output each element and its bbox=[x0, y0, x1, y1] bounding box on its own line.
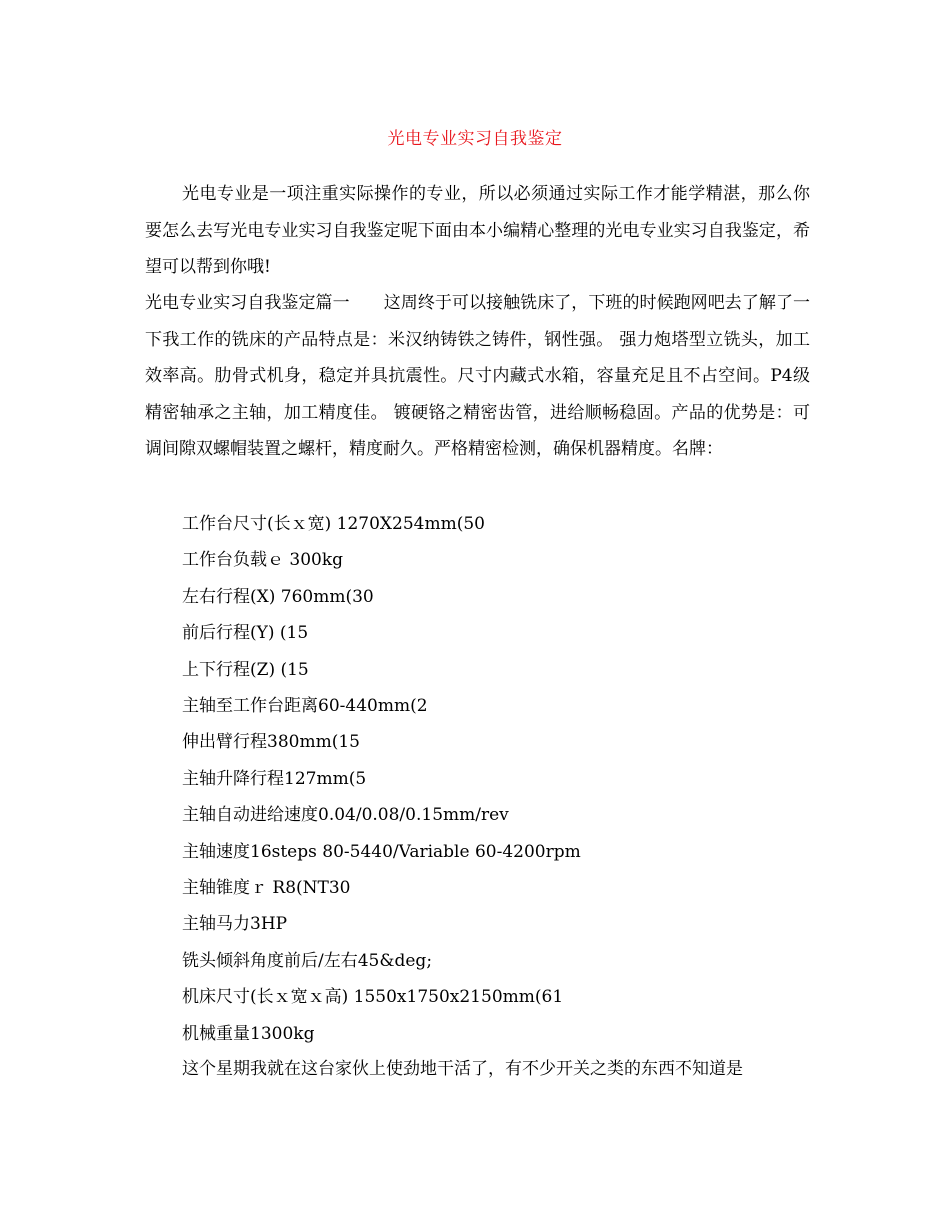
spec-item: 伸出臂行程380mm(15 bbox=[182, 732, 360, 753]
intro-paragraph: 光电专业是一项注重实际操作的专业，所以必须通过实际工作才能学精湛，那么你要怎么去写光电专业实习自我鉴定呢下面由本小编精心整理的光电专业实习自我鉴定，希望可以帮到你哦! bbox=[145, 184, 810, 277]
spec-item: 上下行程(Z) (15 bbox=[182, 659, 309, 680]
spec-item: 主轴马力3HP bbox=[182, 914, 288, 935]
section-text: 这周终于可以接触铣床了，下班的时候跑网吧去了解了一下我工作的铣床的产品特点是：米汉纳铸铁之铸件，钢性强。 强力炮塔型立铣头，加工效率高。肋骨式机身，稳定并具抗震性。尺寸内藏式水箱，容量充足且不占空间。P4级精密轴承之主轴，加工精度佳。 镀硬铬之精密齿管，进给顺畅稳固。产品的优势是：可调间隙双螺帽装置之螺杆，精度耐久。严格精密检测，确保机器精度。名牌： bbox=[145, 293, 811, 459]
spec-item: 主轴升降行程127mm(5 bbox=[182, 768, 367, 789]
closing-line: 这个星期我就在这台家伙上使劲地干活了，有不少开关之类的东西不知道是 bbox=[182, 1059, 743, 1079]
spec-item: 主轴至工作台距离60-440mm(2 bbox=[182, 696, 428, 717]
section-heading: 光电专业实习自我鉴定篇一 bbox=[145, 293, 350, 313]
spec-item: 主轴锥度ｒ R8(NT30 bbox=[182, 878, 351, 899]
document-title: 光电专业实习自我鉴定 bbox=[387, 129, 563, 149]
spec-list bbox=[182, 506, 581, 1052]
spec-item: 工作台负载ｅ 300kg bbox=[182, 550, 344, 571]
spec-item: 工作台尺寸(长ｘ宽) 1270X254mm(50 bbox=[182, 514, 485, 534]
spec-item: 机床尺寸(长ｘ宽ｘ高) 1550x1750x2150mm(61 bbox=[182, 987, 564, 1008]
spec-item: 前后行程(Y) (15 bbox=[182, 623, 309, 644]
section-paragraph bbox=[145, 285, 810, 468]
spec-item: 主轴速度16steps 80-5440/Variable 60-4200rpm bbox=[182, 841, 581, 862]
spec-item: 主轴自动进给速度0.04/0.08/0.15mm/rev bbox=[182, 805, 509, 826]
spec-item: 机械重量1300kg bbox=[182, 1023, 315, 1044]
spec-item: 左右行程(X) 760mm(30 bbox=[182, 586, 374, 607]
spec-item: 铣头倾斜角度前后/左右45&deg; bbox=[182, 950, 433, 971]
